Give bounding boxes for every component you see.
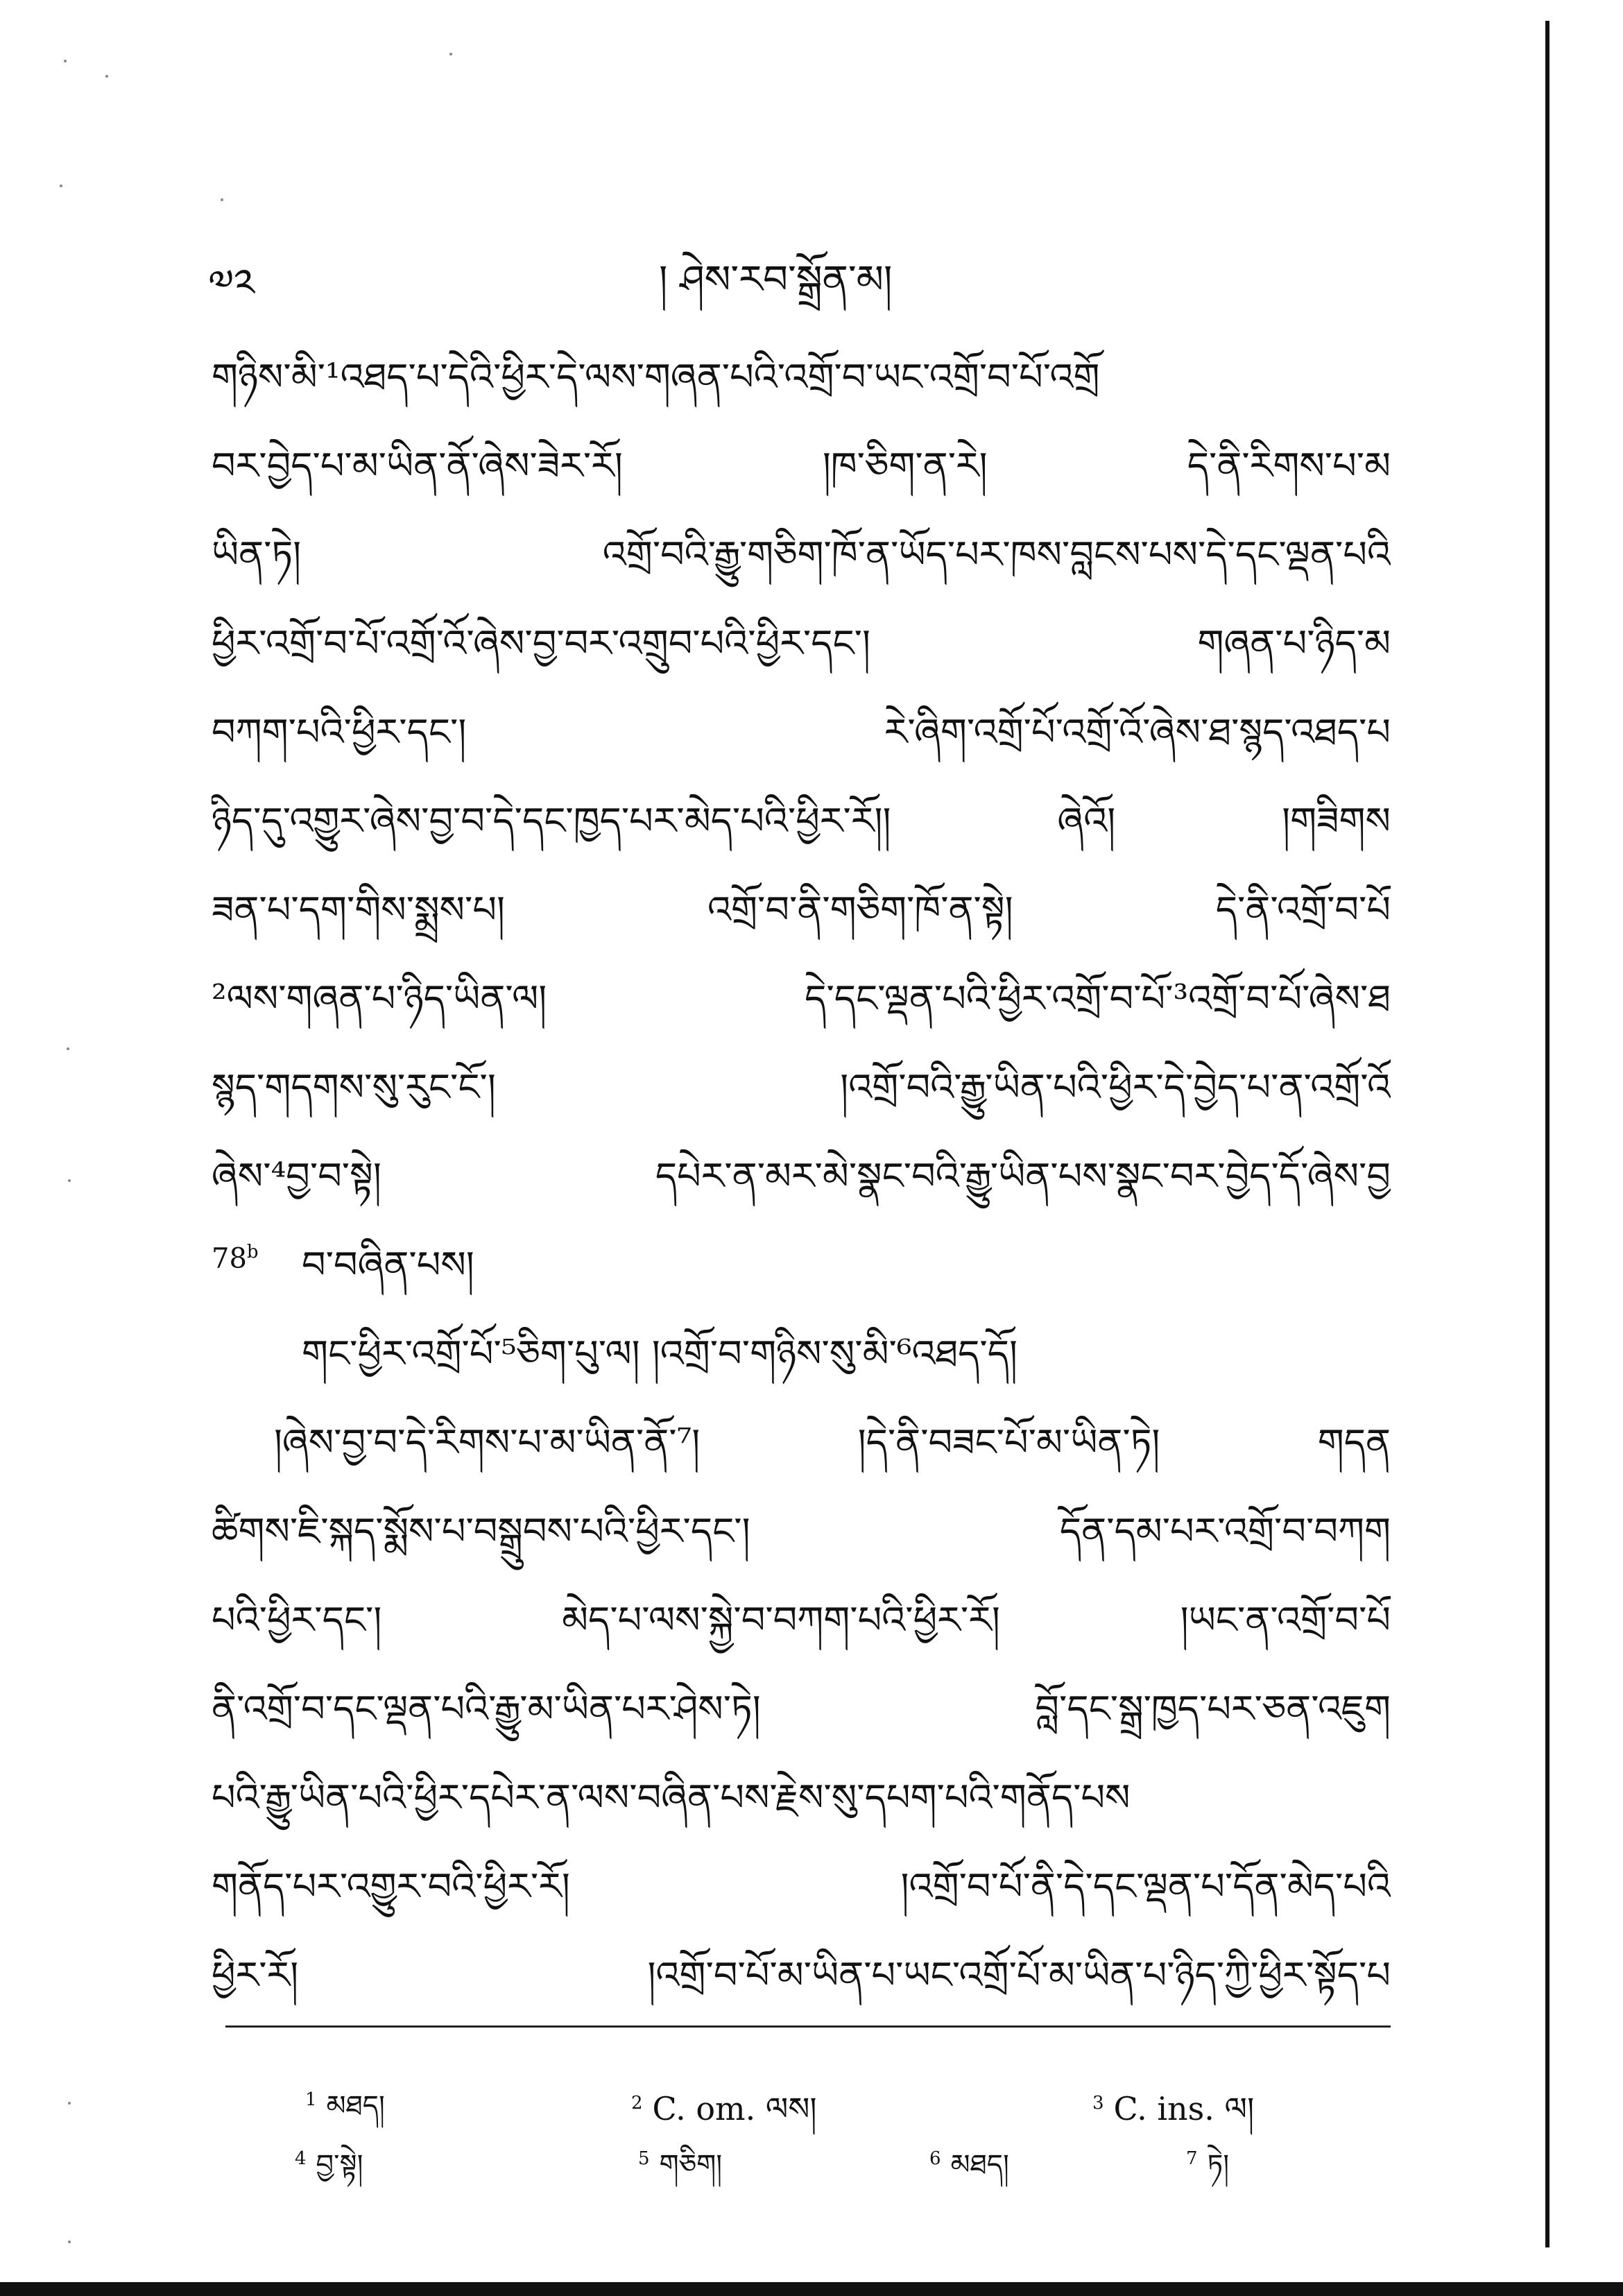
footnote-5 (638, 2133, 722, 2211)
text-line: སྙད་གདགས་སུ་རུང་ངོ་། །འགྲོ་བའི་རྒྱུ་ཡིན་པའི་ཕྱིར་དེ་བྱེད་པ་ན་འགྲོ་འོ (212, 1065, 1391, 1109)
footnote-6 (929, 2133, 1009, 2211)
text-line: བ་བཞིན་པས། (302, 1243, 474, 1287)
text-line: ཚིགས་ཇི་སྐད་སྨོས་པ་བསྒྲུབས་པའི་ཕྱིར་དང་། དོན་དམ་པར་འགྲོ་བ་བཀག (212, 1509, 1391, 1553)
text-line: ཕྱིར་རོ། །འགྲོ་བ་པོ་མ་ཡིན་པ་ཡང་འགྲོ་པོ་མ་ཡིན་པ་ཉིད་ཀྱི་ཕྱིར་སྟོད་པ (212, 1953, 1391, 1997)
scan-speck (60, 185, 62, 187)
text-line: གཉིས་མི་¹འཐད་པ་དེའི་ཕྱིར་དེ་ལས་གཞན་པའི་འགྲོ་བ་ཡང་འགྲོ་བ་པོ་འགྲོ (212, 355, 1100, 399)
text-line: བཀག་པའི་ཕྱིར་དང་། རེ་ཞིག་འགྲོ་པོ་འགྲོ་འོ་ཞེས་ཐ་སྙད་འཐད་པ (212, 710, 1391, 754)
footnote-text: མཐད། (950, 2149, 1009, 2181)
footnote-number: 7 (1186, 2148, 1198, 2169)
text-line: ²ལས་གཞན་པ་ཉིད་ཡིན་ལ། དེ་དང་ལྡན་པའི་ཕྱིར་འགྲོ་བ་པོ་³འགྲོ་བ་པོ་ཞེས་ཐ (212, 977, 1391, 1020)
text-line: ཉིད་དུ་འགྱུར་ཞེས་བྱ་བ་དེ་དང་ཁྱད་པར་མེད་པའི་ཕྱིར་རོ།། ཞེའོ། །གཟིགས (212, 799, 1391, 843)
page-edge-rule (1545, 21, 1549, 2247)
page-number: ༧༢ (208, 260, 255, 307)
text-line: ཟན་པ་དག་གིས་སྨྲས་པ། འགྲོ་བ་ནི་གཅིག་ཁོ་ན་སྟེ། དེ་ནི་འགྲོ་བ་པོ (212, 888, 1391, 932)
folio-number: 78 (212, 1242, 247, 1275)
footnote-4 (295, 2133, 363, 2211)
text-line: པའི་རྒྱུ་ཡིན་པའི་ཕྱིར་དཔེར་ན་ལས་བཞིན་པས་རྗེས་སུ་དཔག་པའི་གནོད་པས (212, 1776, 1131, 1819)
scan-speck (449, 53, 452, 55)
footnote-number: 6 (929, 2148, 941, 2169)
footnote-number: 1 (305, 2089, 317, 2110)
folio-margin-reference (212, 1242, 259, 1274)
text-line: གནོད་པར་འགྱུར་བའི་ཕྱིར་རོ། །འགྲོ་བ་པོ་ནི་དེ་དང་ལྡན་པ་དོན་མེད་པའི (212, 1865, 1391, 1908)
running-title: ། ཤེས་རབ་སྒྲོན་མ། (659, 257, 893, 302)
footnote-number: 4 (295, 2148, 307, 2169)
scan-speck (221, 198, 223, 201)
footnote-number: 5 (638, 2148, 650, 2169)
folio-side: b (246, 1242, 259, 1262)
text-line: ཕྱིར་འགྲོ་བ་པོ་འགྲོ་འོ་ཞེས་བྱ་བར་འགྲུབ་པའི་ཕྱིར་དང་། གཞན་པ་ཉིད་མ (212, 622, 1391, 665)
verse-line: གང་ཕྱིར་འགྲོ་པོ་⁵ཅིག་པུ་ལ། །འགྲོ་བ་གཉིས་སུ་མི་⁶འཐད་དོ། (302, 1332, 1017, 1376)
text-line: པའི་ཕྱིར་དང་། མེད་པ་ལས་སྐྱེ་བ་བཀག་པའི་ཕྱིར་རོ། །ཡང་ན་འགྲོ་བ་པོ (212, 1598, 1391, 1642)
footnote-3 (1092, 2074, 1254, 2164)
footnote-text: C. ins. ལ། (1113, 2090, 1255, 2127)
scan-speck (68, 1179, 71, 1182)
scan-speck (64, 60, 67, 62)
scan-speck (67, 1047, 69, 1050)
text-line: །ཞེས་བྱ་བ་དེ་རིགས་པ་མ་ཡིན་ནོ་⁷། །དེ་ནི་བཟང་པོ་མ་ཡིན་ཏེ། གདན (274, 1421, 1391, 1464)
footnote-text: C. om. ལས། (652, 2090, 817, 2127)
main-text (212, 333, 1391, 2020)
footnote-number: 3 (1092, 2092, 1104, 2114)
footnote-7 (1186, 2133, 1229, 2211)
text-line: ཞེས་⁴བྱ་བ་སྟེ། དཔེར་ན་མར་མེ་སྣང་བའི་རྒྱུ་ཡིན་པས་སྣང་བར་བྱེད་དོ་ཞེས་བྱ (212, 1154, 1391, 1198)
footnote-text: ཏེ། (1207, 2149, 1230, 2181)
footnote-rule (225, 2025, 1391, 2028)
footnote-text: གཅིག། (659, 2149, 723, 2181)
scan-bottom-edge (0, 2282, 1623, 2296)
footnote-text: བྱ་སྟེ། (316, 2149, 363, 2181)
text-line: ཡིན་ཏེ། འགྲོ་བའི་རྒྱུ་གཅིག་ཁོ་ན་ཡོད་པར་ཁས་བླངས་པས་དེ་དང་ལྡན་པའི (212, 533, 1391, 576)
scan-speck (68, 2241, 71, 2243)
scan-speck (105, 75, 108, 78)
text-line: ནི་འགྲོ་བ་དང་ལྡན་པའི་རྒྱུ་མ་ཡིན་པར་ཤེས་ཏེ། བློ་དང་སྒྲ་ཁྱད་པར་ཅན་འཇུག (212, 1687, 1391, 1731)
scan-speck (68, 2102, 71, 2105)
footnote-number: 2 (631, 2092, 643, 2114)
footnote-text: མཐད། (326, 2090, 385, 2122)
text-line: བར་བྱེད་པ་མ་ཡིན་ནོ་ཞེས་ཟེར་རོ། །ཁ་ཅིག་ན་རེ། དེ་ནི་རིགས་པ་མ (212, 444, 1391, 488)
